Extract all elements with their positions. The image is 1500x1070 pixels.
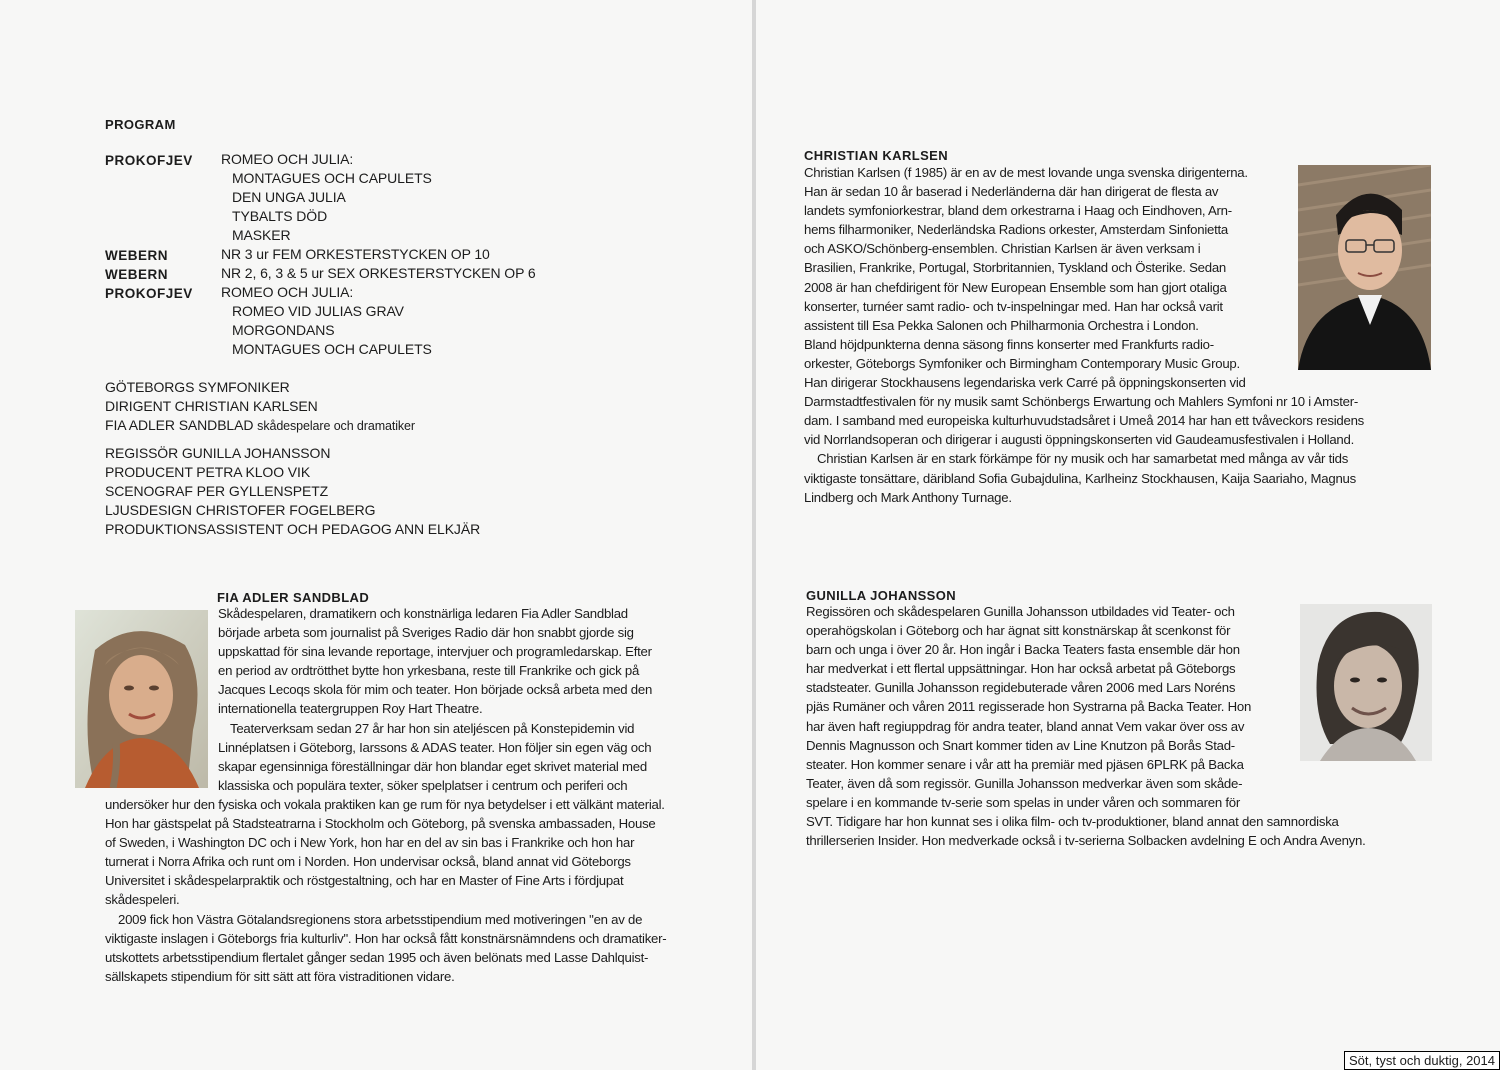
bio-line: vid Norrlandsoperan och dirigerar i augusti öppningskonserten vid Gaudeamusfestivalen i Holland. [804, 432, 1354, 448]
bio-line: Han dirigerar Stockhausens legendariska verk Carré på öppningskonserten vid [804, 375, 1246, 391]
work-movement: MASKER [232, 227, 291, 243]
work-movement: TYBALTS DÖD [232, 208, 328, 224]
bio-line: Brasilien, Frankrike, Portugal, Storbritannien, Tyskland och Österike. Sedan [804, 260, 1227, 276]
program-heading: PROGRAM [105, 117, 176, 132]
bio-line: skådespeleri. [105, 892, 180, 908]
credit-line: LJUSDESIGN CHRISTOFER FOGELBERG [105, 502, 376, 518]
composer-label: PROKOFJEV [105, 153, 193, 168]
christian-bio [0, 163, 1500, 507]
composer-label: WEBERN [105, 248, 168, 263]
bio-line: Teaterverksam sedan 27 år har hon sin ateljéscen på Konstepidemin vid [230, 720, 635, 736]
bio-line: Universitet i skådespelarpraktik och röstgestaltning, och har en Master of Fine Arts i fördjupat [105, 873, 624, 889]
bio-line: Teater, även då som regissör. Gunilla Johansson medverkar även som skåde- [806, 775, 1243, 791]
gunilla-bio [0, 602, 1500, 850]
credit-line: REGISSÖR GUNILLA JOHANSSON [105, 445, 331, 461]
bio-line: landets symfoniorkestrar, bland dem orkestrarna i Haag och Eindhoven, Arn- [804, 203, 1232, 219]
bio-line: Christian Karlsen är en stark förkämpe för ny musik och har samarbetat med många av vår tids [817, 451, 1349, 467]
bio-line: viktigaste tonsättare, däribland Sofia Gubajdulina, Karlheinz Stockhausen, Kaija Saariaho, Magnus [804, 470, 1356, 486]
bio-line: Skådespelaren, dramatikern och konstnärliga ledaren Fia Adler Sandblad [218, 606, 628, 621]
bio-line: Hon har gästspelat på Stadsteatrarna i Stockholm och Göteborg, på svenska ambassaden, House [105, 816, 656, 832]
bio-line: Darmstadtfestivalen för ny musik samt Schönbergs Erwartung och Mahlers Symfoni nr 10 i Amster- [804, 394, 1359, 410]
credit-line: SCENOGRAF PER GYLLENSPETZ [105, 483, 329, 499]
work-movement: ROMEO VID JULIAS GRAV [232, 303, 404, 319]
work-movement: DEN UNGA JULIA [232, 189, 346, 205]
bio-line: började arbeta som journalist på Sveriges Radio där hon snabbt gjorde sig [218, 625, 634, 641]
bio-line: undersöker hur den fysiska och vokala praktiken kan ge rum för nya betydelser i ett välkänt material. [105, 796, 665, 812]
bio-line: 2008 är han chefdirigent för New European Ensemble som han gjort otaliga [804, 279, 1227, 295]
bio-line: dam. I samband med europeiska kulturhuvudstadsåret i Umeå 2014 har han ett tvåveckors residens [804, 413, 1364, 429]
credit-line: DIRIGENT CHRISTIAN KARLSEN [105, 398, 318, 414]
work-title: NR 3 ur FEM ORKESTERSTYCKEN OP 10 [221, 246, 490, 262]
bio-line: SVT. Tidigare har hon kunnat ses i olika film- och tv-produktioner, bland annat den samnordiska [806, 814, 1339, 830]
bio-line: internationella teatergruppen Roy Hart Theatre. [218, 701, 483, 717]
bio-line: thrillerserien Insider. Hon medverkade också i tv-serierna Solbacken avdelning E och Andra Avenyn. [806, 833, 1366, 849]
composer-label: WEBERN [105, 267, 168, 282]
work-movement: MONTAGUES OCH CAPULETS [232, 170, 432, 186]
bio-line: konserter, turnéer samt radio- och tv-inspelningar med. Han har också varit [804, 298, 1223, 314]
bio-line: Christian Karlsen (f 1985) är en av de mest lovande unga svenska dirigenterna. [804, 165, 1248, 180]
bio-line: har även haft regiuppdrag för andra teater, bland annat Vem vakar över oss av [806, 718, 1245, 734]
work-movement: MORGONDANS [232, 322, 335, 338]
work-title: ROMEO OCH JULIA: [221, 284, 354, 300]
bio-line: utskottets arbetsstipendium flertalet gånger sedan 1995 och även belönats med Lasse Dahlquist- [105, 949, 649, 965]
work-movement: MONTAGUES OCH CAPULETS [232, 341, 432, 357]
work-title: ROMEO OCH JULIA: [221, 151, 354, 167]
bio-line: hems filharmoniker, Nederländska Radions orkester, Amsterdam Sinfonietta [804, 222, 1228, 238]
bio-line: pjäs Rumäner och våren 2011 regisserade hon Systrarna på Backa Teater. Hon [806, 699, 1252, 715]
bio-line: Regissören och skådespelaren Gunilla Johansson utbildades vid Teater- och [806, 604, 1235, 619]
credit-line: GÖTEBORGS SYMFONIKER [105, 379, 290, 395]
credit-line: PRODUKTIONSASSISTENT OCH PEDAGOG ANN ELKJÄR [105, 521, 481, 537]
bio-line: 2009 fick hon Västra Götalandsregionens stora arbetsstipendium med motiveringen "en av de [118, 911, 643, 927]
bio-line: och ASKO/Schönberg-ensemblen. Christian Karlsen är även verksam i [804, 241, 1201, 257]
bio-line: Jacques Lecoqs skola för mim och teater. Hon började också arbeta med den [218, 682, 653, 698]
bio-line: Bland höjdpunkterna denna säsong finns konserter med Frankfurts radio- [804, 336, 1214, 352]
credit-name: FIA ADLER SANDBLAD [105, 417, 254, 433]
christian-heading: CHRISTIAN KARLSEN [804, 148, 949, 163]
bio-line: Lindberg och Mark Anthony Turnage. [804, 489, 1012, 505]
bio-line: Dennis Magnusson och Snart kommer tiden av Line Knutzon på Borås Stad- [806, 737, 1235, 753]
bio-line: har medverkat i ett flertal uppsättningar. Hon har också arbetat på Göteborgs [806, 661, 1236, 677]
bio-line: spelare i en kommande tv-serie som spelas in under våren och sommaren för [806, 794, 1240, 810]
bio-line: turnerat i Norra Afrika och runt om i Norden. Hon undervisar också, bland annat vid Göteborgs [105, 854, 631, 870]
bio-line: uppskattad för sina levande reportage, intervjuer och programledarskap. Efter [218, 644, 652, 660]
composer-label: PROKOFJEV [105, 286, 193, 301]
bio-line: steater. Hon kommer senare i vår att ha premiär med pjäsen 6PLRK på Backa [806, 756, 1244, 772]
bio-line: Han är sedan 10 år baserad i Nederländerna där han dirigerat de flesta av [804, 184, 1219, 200]
image-caption: Söt, tyst och duktig, 2014 [1344, 1051, 1500, 1070]
bio-line: of Sweden, i Washington DC och i New York, hon har en del av sin bas i Frankrike och hon har [105, 835, 635, 851]
bio-line: Linnéplatsen i Göteborg, Iarssons & ADAS teater. Hon följer sin egen väg och [218, 739, 652, 755]
gunilla-heading: GUNILLA JOHANSSON [806, 588, 957, 603]
bio-line: klassiska och populära texter, söker spelplatser i centrum och periferi och [218, 777, 628, 793]
credit-role: skådespelare och dramatiker [257, 419, 415, 433]
credit-line: PRODUCENT PETRA KLOO VIK [105, 464, 311, 480]
bio-line: barn och unga i över 20 år. Hon ingår i Backa Teaters fasta ensemble där hon [806, 642, 1240, 658]
bio-line: assistent till Esa Pekka Salonen och Philharmonia Orchestra i London. [804, 317, 1199, 333]
bio-line: en period av ordtrötthet bytte hon yrkesbana, reste till Frankrike och gick på [218, 663, 640, 679]
bio-line: sällskapets stipendium för sitt sätt att föra vistraditionen vidare. [105, 968, 455, 984]
bio-line: operahögskolan i Göteborg och har ägnat sitt konstnärskap åt scenkonst för [806, 623, 1231, 639]
bio-line: stadsteater. Gunilla Johansson regidebuterade våren 2006 med Lars Noréns [806, 680, 1236, 696]
bio-line: skapar egensinniga föreställningar där hon blandar eget skrivet material med [218, 758, 647, 774]
fia-heading: FIA ADLER SANDBLAD [217, 590, 370, 605]
bio-line: viktigaste inslagen i Göteborgs fria kulturliv". Hon har också fått konstnärsnämndens och dramatiker- [105, 930, 667, 946]
bio-line: orkester, Göteborgs Symfoniker och Birmingham Contemporary Music Group. [804, 355, 1240, 371]
work-title: NR 2, 6, 3 & 5 ur SEX ORKESTERSTYCKEN OP 6 [221, 265, 536, 281]
